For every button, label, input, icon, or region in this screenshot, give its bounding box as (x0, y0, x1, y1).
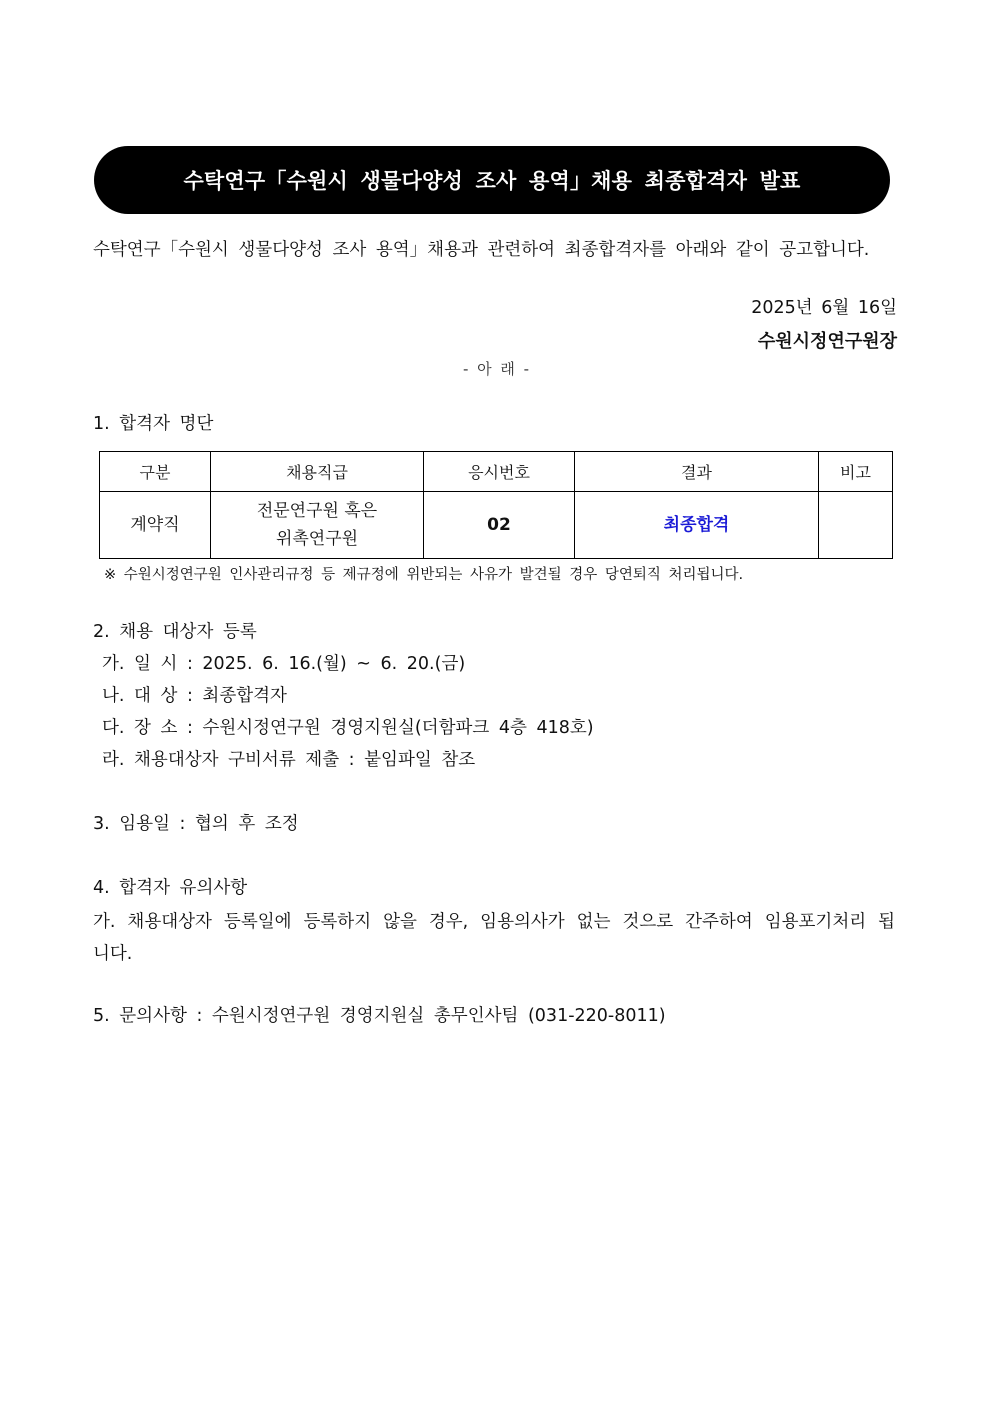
signer: 수원시정연구원장 (757, 331, 897, 352)
cell-position (211, 492, 424, 559)
section1-heading: 1. 합격자 명단 (93, 414, 214, 434)
result-table (99, 451, 893, 559)
section2-item-target: 나. 대 상 : 최종합격자 (102, 686, 287, 706)
section5-heading: 5. 문의사항 : 수원시정연구원 경영지원실 총무인사팀 (031-220-8011) (93, 1006, 666, 1026)
announcement-date: 2025년 6월 16일 (751, 298, 897, 318)
header-category: 구분 (100, 452, 211, 492)
cell-number: 02 (424, 492, 575, 559)
section2-heading: 2. 채용 대상자 등록 (93, 622, 257, 642)
header-number: 응시번호 (424, 452, 575, 492)
section3-heading: 3. 임용일 : 협의 후 조정 (93, 814, 299, 834)
cell-category: 계약직 (100, 492, 211, 559)
table-header-row (100, 452, 893, 492)
table-note: ※ 수원시정연구원 인사관리규정 등 제규정에 위반되는 사유가 발견될 경우 당연퇴직 처리됩니다. (104, 567, 744, 583)
page-title: 수탁연구「수원시 생물다양성 조사 용역」채용 최종합격자 발표 (183, 169, 801, 193)
position-line2: 위촉연구원 (275, 529, 359, 549)
cell-result: 최종합격 (575, 492, 819, 559)
position-line1: 전문연구원 혹은 (256, 501, 378, 521)
header-remarks: 비고 (819, 452, 893, 492)
header-result: 결과 (575, 452, 819, 492)
title-banner (94, 146, 890, 214)
section2-item-date: 가. 일 시 : 2025. 6. 16.(월) ~ 6. 20.(금) (102, 654, 466, 674)
intro-text: 수탁연구「수원시 생물다양성 조사 용역」채용과 관련하여 최종합격자를 아래와 같이 공고합니다. (93, 240, 870, 260)
header-position: 채용직급 (211, 452, 424, 492)
below-marker: - 아 래 - (462, 360, 530, 378)
section4-heading: 4. 합격자 유의사항 (93, 878, 248, 898)
section2-item-documents: 라. 채용대상자 구비서류 제출 : 붙임파일 참조 (102, 750, 476, 770)
table-row (100, 492, 893, 559)
section4-text: 가. 채용대상자 등록일에 등록하지 않을 경우, 임용의사가 없는 것으로 간주하여 임용포기처리 됩니다. (93, 912, 895, 964)
cell-remarks (819, 492, 893, 559)
section2-item-place: 다. 장 소 : 수원시정연구원 경영지원실(더함파크 4층 418호) (102, 718, 594, 738)
